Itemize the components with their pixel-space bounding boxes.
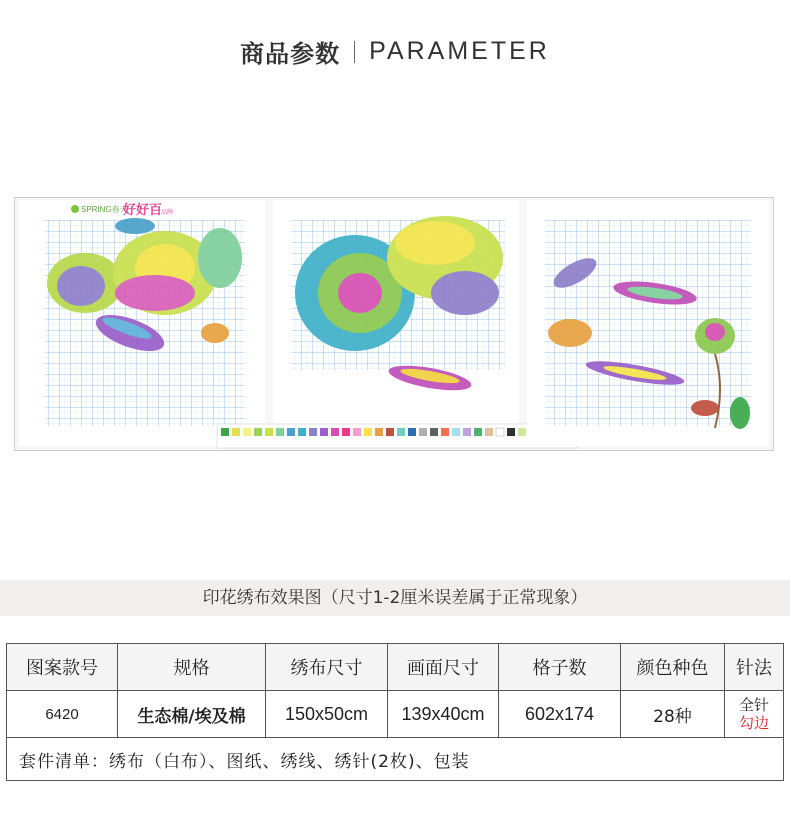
- thread-color-legend: [217, 424, 577, 448]
- svg-text:SPRING春天: SPRING春天: [81, 205, 128, 214]
- section-title-cn: 商品参数: [240, 40, 341, 68]
- svg-text:品牌: 品牌: [161, 209, 174, 216]
- value-stitch: [725, 691, 783, 737]
- pattern-caption: 印花绣布效果图（尺寸1-2厘米误差属于正常现象）: [0, 580, 790, 616]
- value-pattern-code: 6420: [7, 691, 118, 737]
- header-picture-size: 画面尺寸: [388, 644, 499, 690]
- header-fabric: 规格: [118, 644, 266, 690]
- section-title-en: PARAMETER: [369, 37, 550, 65]
- header-cloth-size: 绣布尺寸: [266, 644, 388, 690]
- value-cloth-size: 150x50cm: [266, 691, 388, 737]
- kit-contents: 套件清单：绣布（白布）、图纸、绣线、绣针(2枚)、包装: [19, 751, 470, 772]
- title-divider: [354, 41, 355, 63]
- value-fabric: 生态棉/埃及棉: [118, 691, 266, 737]
- pattern-artwork: [15, 198, 773, 450]
- value-picture-size: 139x40cm: [388, 691, 499, 737]
- header-color-count: 颜色种色: [621, 644, 725, 690]
- stitch-outline: 勾边: [738, 714, 769, 732]
- header-pattern-code: 图案款号: [7, 644, 118, 690]
- spec-table: [6, 643, 784, 781]
- value-color-count: 28种: [621, 691, 725, 737]
- svg-text:好好百: 好好百: [123, 203, 163, 218]
- cross-stitch-pattern-image: [14, 197, 774, 451]
- section-header: [0, 34, 790, 69]
- spec-table-header-row: [7, 644, 783, 691]
- value-grid-count: 602x174: [499, 691, 621, 737]
- header-stitch: 针法: [736, 658, 772, 679]
- stitch-full: 全针: [738, 696, 769, 714]
- spec-table-value-row: [7, 691, 783, 738]
- header-grid-count: 格子数: [499, 644, 621, 690]
